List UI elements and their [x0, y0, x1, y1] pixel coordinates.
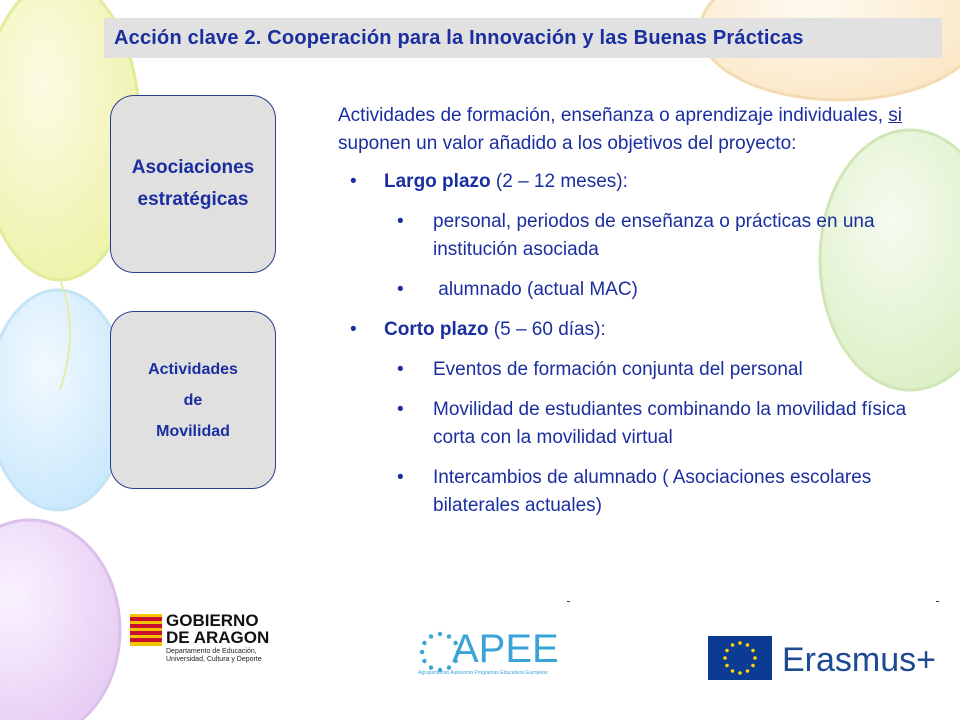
bullet-heading-rest: (2 – 12 meses): [490, 171, 628, 192]
eu-flag-icon [708, 636, 772, 680]
sub-bullet: • personal, periodos de enseñanza o prácticas en una institución asociada [338, 208, 938, 264]
intro-underlined: si [888, 105, 903, 126]
box-line: estratégicas [137, 189, 249, 210]
bullet-largo-plazo [338, 168, 938, 196]
divider-mark [567, 601, 570, 602]
box-line: de [183, 391, 203, 409]
box-line: Asociaciones [131, 157, 255, 178]
erasmus-name: Erasmus+ [782, 641, 936, 679]
gobierno-sub1: Departamento de Educación, [166, 648, 257, 655]
box-line: Actividades [148, 360, 238, 378]
intro-text: Actividades de formación, enseñanza o aprendizaje individuales, [338, 105, 889, 126]
box-line: Movilidad [156, 422, 230, 440]
purple-balloon [0, 520, 120, 720]
main-content [338, 102, 938, 532]
divider-mark [936, 601, 939, 602]
apee-logo [418, 628, 572, 678]
intro-paragraph [338, 102, 938, 158]
apee-subtitle: Agrupamiento Autonomo Programas Educativos Europeos [418, 670, 548, 676]
gobierno-line1: GOBIERNO [166, 611, 259, 630]
slide-title: Acción clave 2. Cooperación para la Innovación y las Buenas Prácticas [114, 27, 804, 49]
aragon-flag-icon [130, 614, 162, 646]
sub-bullet: • Movilidad de estudiantes combinando la movilidad física corta con la movilidad virtual [338, 396, 938, 452]
gobierno-sub2: Universidad, Cultura y Deporte [166, 656, 262, 663]
gobierno-line2: DE ARAGON [166, 628, 270, 647]
bullet-heading: Corto plazo [384, 319, 489, 340]
bullet-heading-rest: (5 – 60 días): [488, 319, 606, 340]
title-bar [104, 18, 942, 58]
actividades-box [110, 311, 276, 489]
blue-balloon [0, 290, 128, 510]
erasmus-logo [708, 636, 936, 684]
sub-bullet: • alumnado (actual MAC) [338, 276, 938, 304]
bullet-corto-plazo [338, 316, 938, 344]
bullet-heading: Largo plazo [384, 171, 491, 192]
apee-name: APEE [452, 627, 559, 671]
sub-bullet: • Intercambios de alumnado ( Asociaciones escolares bilaterales actuales) [338, 464, 938, 520]
gobierno-aragon-logo [128, 612, 288, 668]
asociaciones-box [110, 95, 276, 273]
sub-bullet: • Eventos de formación conjunta del personal [338, 356, 938, 384]
intro-text-end: suponen un valor añadido a los objetivos del proyecto: [338, 133, 797, 154]
